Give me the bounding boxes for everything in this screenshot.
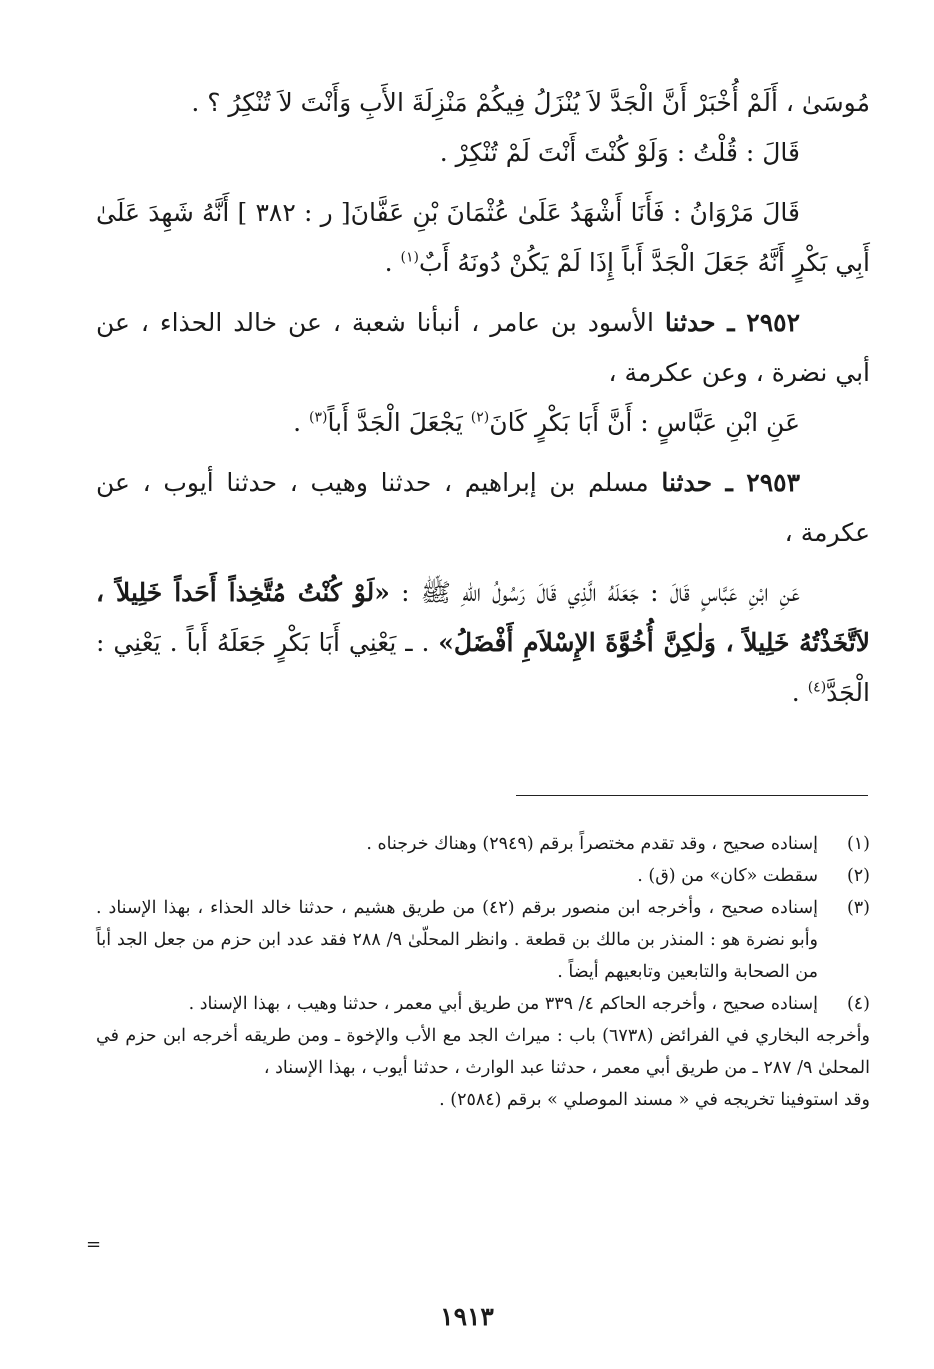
text: . xyxy=(384,248,401,277)
prophetic-quote: «لَوْ كُنْتُ مُتَّخِذاً أَحَداً خَلِيلاً ، لاَتَّخَذْتُهُ خَلِيلاً ، وَلٰكِنَّ أُخُوَّةَ الإِسْلاَمِ أَفْضَلُ» xyxy=(96,578,870,657)
text: . ـ يَعْنِي أَبَا بَكْرٍ جَعَلَهُ أَباً . يَعْنِي : الْجَدَّ xyxy=(96,628,870,707)
footnote-4-continuation: وأخرجه البخاري في الفرائض (٦٧٣٨) باب : ميراث الجد مع الأب والإخوة ـ ومن طريقه أخرجه ابن حزم في المحلىٰ ٩/ ٢٨٧ ـ من طريق أبي معمر ، حدثنا عبد الوارث ، حدثنا أيوب ، بهذا الإسناد ، xyxy=(96,1026,870,1078)
footnote-4-continuation: وقد استوفينا تخريجه في « مسند الموصلي » برقم (٢٥٨٤) . xyxy=(439,1090,870,1110)
main-text xyxy=(96,78,870,718)
footnote-text: سقطت «كان» من (ق) . xyxy=(637,866,818,886)
footnote-ref[interactable]: (٤) xyxy=(807,679,827,696)
footnote-text: إسناده صحيح ، وأخرجه الحاكم ٤/ ٣٣٩ من طريق أبي معمر ، حدثنا وهيب ، بهذا الإسناد . xyxy=(188,994,818,1014)
footnote-number: (٢) xyxy=(846,866,870,886)
hadith-2953 xyxy=(96,458,870,558)
paragraph-7 xyxy=(96,568,870,718)
hadith-number: ٢٩٥٣ ـ حدثنا xyxy=(661,468,800,497)
paragraph-3 xyxy=(96,188,870,288)
text: عَنِ ابْنِ عَبَّاسٍ : أَنَّ أَبَا بَكْرٍ كَانَ xyxy=(489,408,800,437)
text: . xyxy=(293,408,309,437)
footnote-1 xyxy=(96,828,870,860)
footnote-number: (٤) xyxy=(846,994,870,1014)
hadith-2952 xyxy=(96,298,870,398)
footnotes xyxy=(96,828,870,1116)
footnote-ref[interactable]: (٣) xyxy=(308,409,328,426)
footnote-divider xyxy=(516,795,868,796)
paragraph-2 xyxy=(96,128,870,178)
footnote-ref[interactable]: (٢) xyxy=(470,409,490,426)
footnote-number: (٣) xyxy=(846,898,870,918)
footnote-4 xyxy=(96,988,870,1020)
paragraph-1 xyxy=(96,78,870,128)
continuation-mark: = xyxy=(86,1234,102,1255)
footnote-number: (١) xyxy=(846,834,870,854)
text: قَالَ مَرْوَانُ : فَأَنَا أَشْهَدُ عَلَىٰ عُثْمَانَ بْنِ عَفَّانَ[ ر : ٣٨٢ ] أَنَّهُ شَهِدَ عَلَىٰ أَبِي بَكْرٍ أَنَّهُ جَعَلَ الْجَدَّ أَباً إِذَا لَمْ يَكُنْ دُونَهُ أَبٌ xyxy=(96,198,870,277)
text: يَجْعَلَ الْجَدَّ أَباً xyxy=(327,408,471,437)
footnote-text: إسناده صحيح ، وقد تقدم مختصراً برقم (٢٩٤٩) وهناك خرجناه . xyxy=(366,834,818,854)
text: مسلم بن إبراهيم ، حدثنا وهيب ، حدثنا أيوب ، عن عكرمة ، xyxy=(96,468,870,547)
text: الأسود بن عامر ، أنبأنا شعبة ، عن خالد الحذاء ، عن أبي نضرة ، وعن عكرمة ، xyxy=(96,308,870,387)
page-number: ١٩١٣ xyxy=(440,1302,494,1331)
text: . xyxy=(791,678,808,707)
footnote-text: إسناده صحيح ، وأخرجه ابن منصور برقم (٤٢) من طريق هشيم ، حدثنا خالد الحذاء ، بهذا الإسناد . وأبو نضرة هو : المنذر بن مالك بن قطعة . وانظر المحلّىٰ ٩/ ٢٨٨ فقد عدد ابن حزم من جعل الجد أباً من الصحابة والتابعين وتابعيهم أيضاً . xyxy=(96,898,819,982)
hadith-number: ٢٩٥٢ ـ حدثنا xyxy=(664,308,800,337)
footnote-ref[interactable]: (١) xyxy=(400,249,419,266)
footnote-2 xyxy=(96,860,870,892)
text: مُوسَىٰ ، أَلَمْ أُخْبَرْ أَنَّ الْجَدَّ لاَ يُنْزَلُ فِيكُمْ مَنْزِلَةَ الأَبِ وَأَنْتَ لاَ تُنْكِرُ ؟ . xyxy=(191,88,870,117)
footnote-3 xyxy=(96,892,870,988)
text: قَالَ : قُلْتُ : وَلَوْ كُنْتَ أَنْتَ لَمْ تُنْكِرْ . xyxy=(439,138,800,167)
paragraph-5 xyxy=(96,398,870,448)
text: عَنِ ابْنِ عَبَّاسٍ قَالَ : جَعَلَهُ الَّذِي قَالَ رَسُولُ اللهِ ﷺ : xyxy=(389,578,800,607)
